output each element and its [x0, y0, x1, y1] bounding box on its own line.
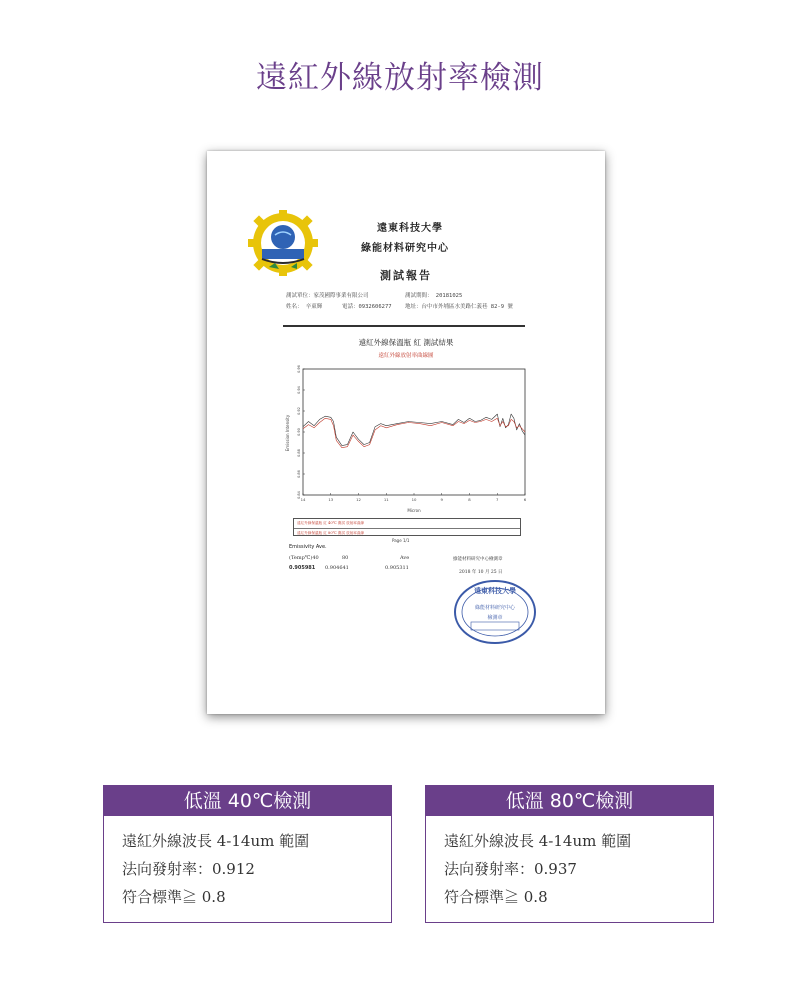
- y-tick-label: 0.92: [297, 407, 301, 415]
- panel-80c-standard: 符合標準≧ 0.8: [444, 888, 548, 906]
- legend-row-80: 遠紅外線保溫瓶 紅 80℃ 測試 放射率曲線: [294, 528, 520, 537]
- legend-box: [293, 518, 521, 536]
- panel-40c-standard: 符合標準≧ 0.8: [122, 888, 226, 906]
- institution-name: 遠東科技大學: [377, 223, 443, 234]
- panel-80c-emissivity: 法向發射率：0.937: [444, 860, 577, 878]
- y-tick-label: 0.90: [297, 428, 301, 436]
- x-tick-label: 11: [383, 497, 389, 502]
- emission-chart: [283, 363, 533, 515]
- emissivity-value-ave: 0.905311: [385, 565, 409, 571]
- report-title: 測試報告: [380, 269, 432, 282]
- plot-frame: [303, 369, 525, 495]
- emissivity-header-ave: Ave: [400, 555, 410, 561]
- page-number: Page 1/1: [392, 538, 410, 543]
- y-axis-ticks: [297, 365, 305, 499]
- address-field: 地址：台中市外埔區水美路仁義巷 82-9 號: [405, 304, 513, 310]
- y-tick-label: 0.94: [297, 386, 301, 394]
- x-tick-label: 12: [356, 497, 361, 502]
- panel-title-40c: 低溫 40℃檢測: [104, 786, 391, 816]
- name-field: 姓名： 辛東輝: [286, 304, 323, 310]
- x-tick-label: 10: [411, 497, 417, 502]
- test-date-field: 測試期間： 20181025: [405, 293, 463, 299]
- lab-date: 2018 年 10 月 25 日: [459, 570, 503, 575]
- seal-line-2: 檢測章: [487, 615, 503, 621]
- page-title: 遠紅外線放射率檢測: [256, 60, 544, 96]
- seal-text: 遠東科技大學: [474, 586, 516, 595]
- emission-curve-2: [303, 418, 525, 447]
- y-tick-label: 0.96: [297, 365, 301, 373]
- x-tick-label: 13: [328, 497, 334, 502]
- emissivity-header-40: (Temp℃)40: [289, 555, 319, 561]
- x-tick-label: 7: [496, 497, 499, 502]
- seal-line-1: 綠能材料研究中心: [474, 605, 516, 611]
- chart-title: 遠紅外線保溫瓶 紅 測試結果: [358, 338, 454, 347]
- y-tick-label: 0.88: [297, 449, 301, 457]
- panel-80c-wavelength: 遠紅外線波長 4-14um 範圍: [444, 832, 632, 850]
- official-seal-icon: [453, 579, 537, 645]
- y-tick-label: 0.86: [297, 470, 301, 478]
- research-center-name: 綠能材料研究中心: [361, 243, 449, 254]
- header-divider: [283, 325, 525, 327]
- client-field: 測試單位：家茂國際事業有限公司: [286, 293, 369, 299]
- emissivity-value-80: 0.904641: [325, 565, 349, 571]
- emissivity-label: Emissivity Ave.: [289, 544, 327, 550]
- phone-field: 電話：0932606277: [342, 304, 392, 310]
- y-tick-label: 0.84: [297, 491, 301, 499]
- emissivity-header-80: 80: [342, 555, 349, 561]
- panel-40c-wavelength: 遠紅外線波長 4-14um 範圍: [122, 832, 310, 850]
- x-axis-ticks: [301, 493, 527, 502]
- curves: [303, 414, 525, 448]
- x-tick-label: 9: [440, 497, 443, 502]
- y-axis-label: Emission Intensity: [285, 414, 290, 452]
- x-tick-label: 6: [523, 497, 527, 502]
- result-panel-40c: [103, 785, 392, 923]
- legend-row-40: 遠紅外線保溫瓶 紅 40℃ 測試 放射率曲線: [297, 521, 365, 525]
- emissivity-value-40: 0.905981: [289, 565, 316, 571]
- panel-title-80c: 低溫 80℃檢測: [426, 786, 713, 816]
- x-axis-label: Micron: [407, 508, 421, 513]
- chart-subtitle: 遠紅外線放射率曲線圖: [378, 353, 434, 359]
- x-tick-label: 14: [300, 497, 306, 502]
- lab-note: 綠能材料研究中心檢測章: [453, 557, 503, 562]
- panel-40c-emissivity: 法向發射率：0.912: [122, 860, 255, 878]
- test-report-sheet: [207, 151, 605, 714]
- x-tick-label: 8: [468, 497, 471, 502]
- result-panel-80c: [425, 785, 714, 923]
